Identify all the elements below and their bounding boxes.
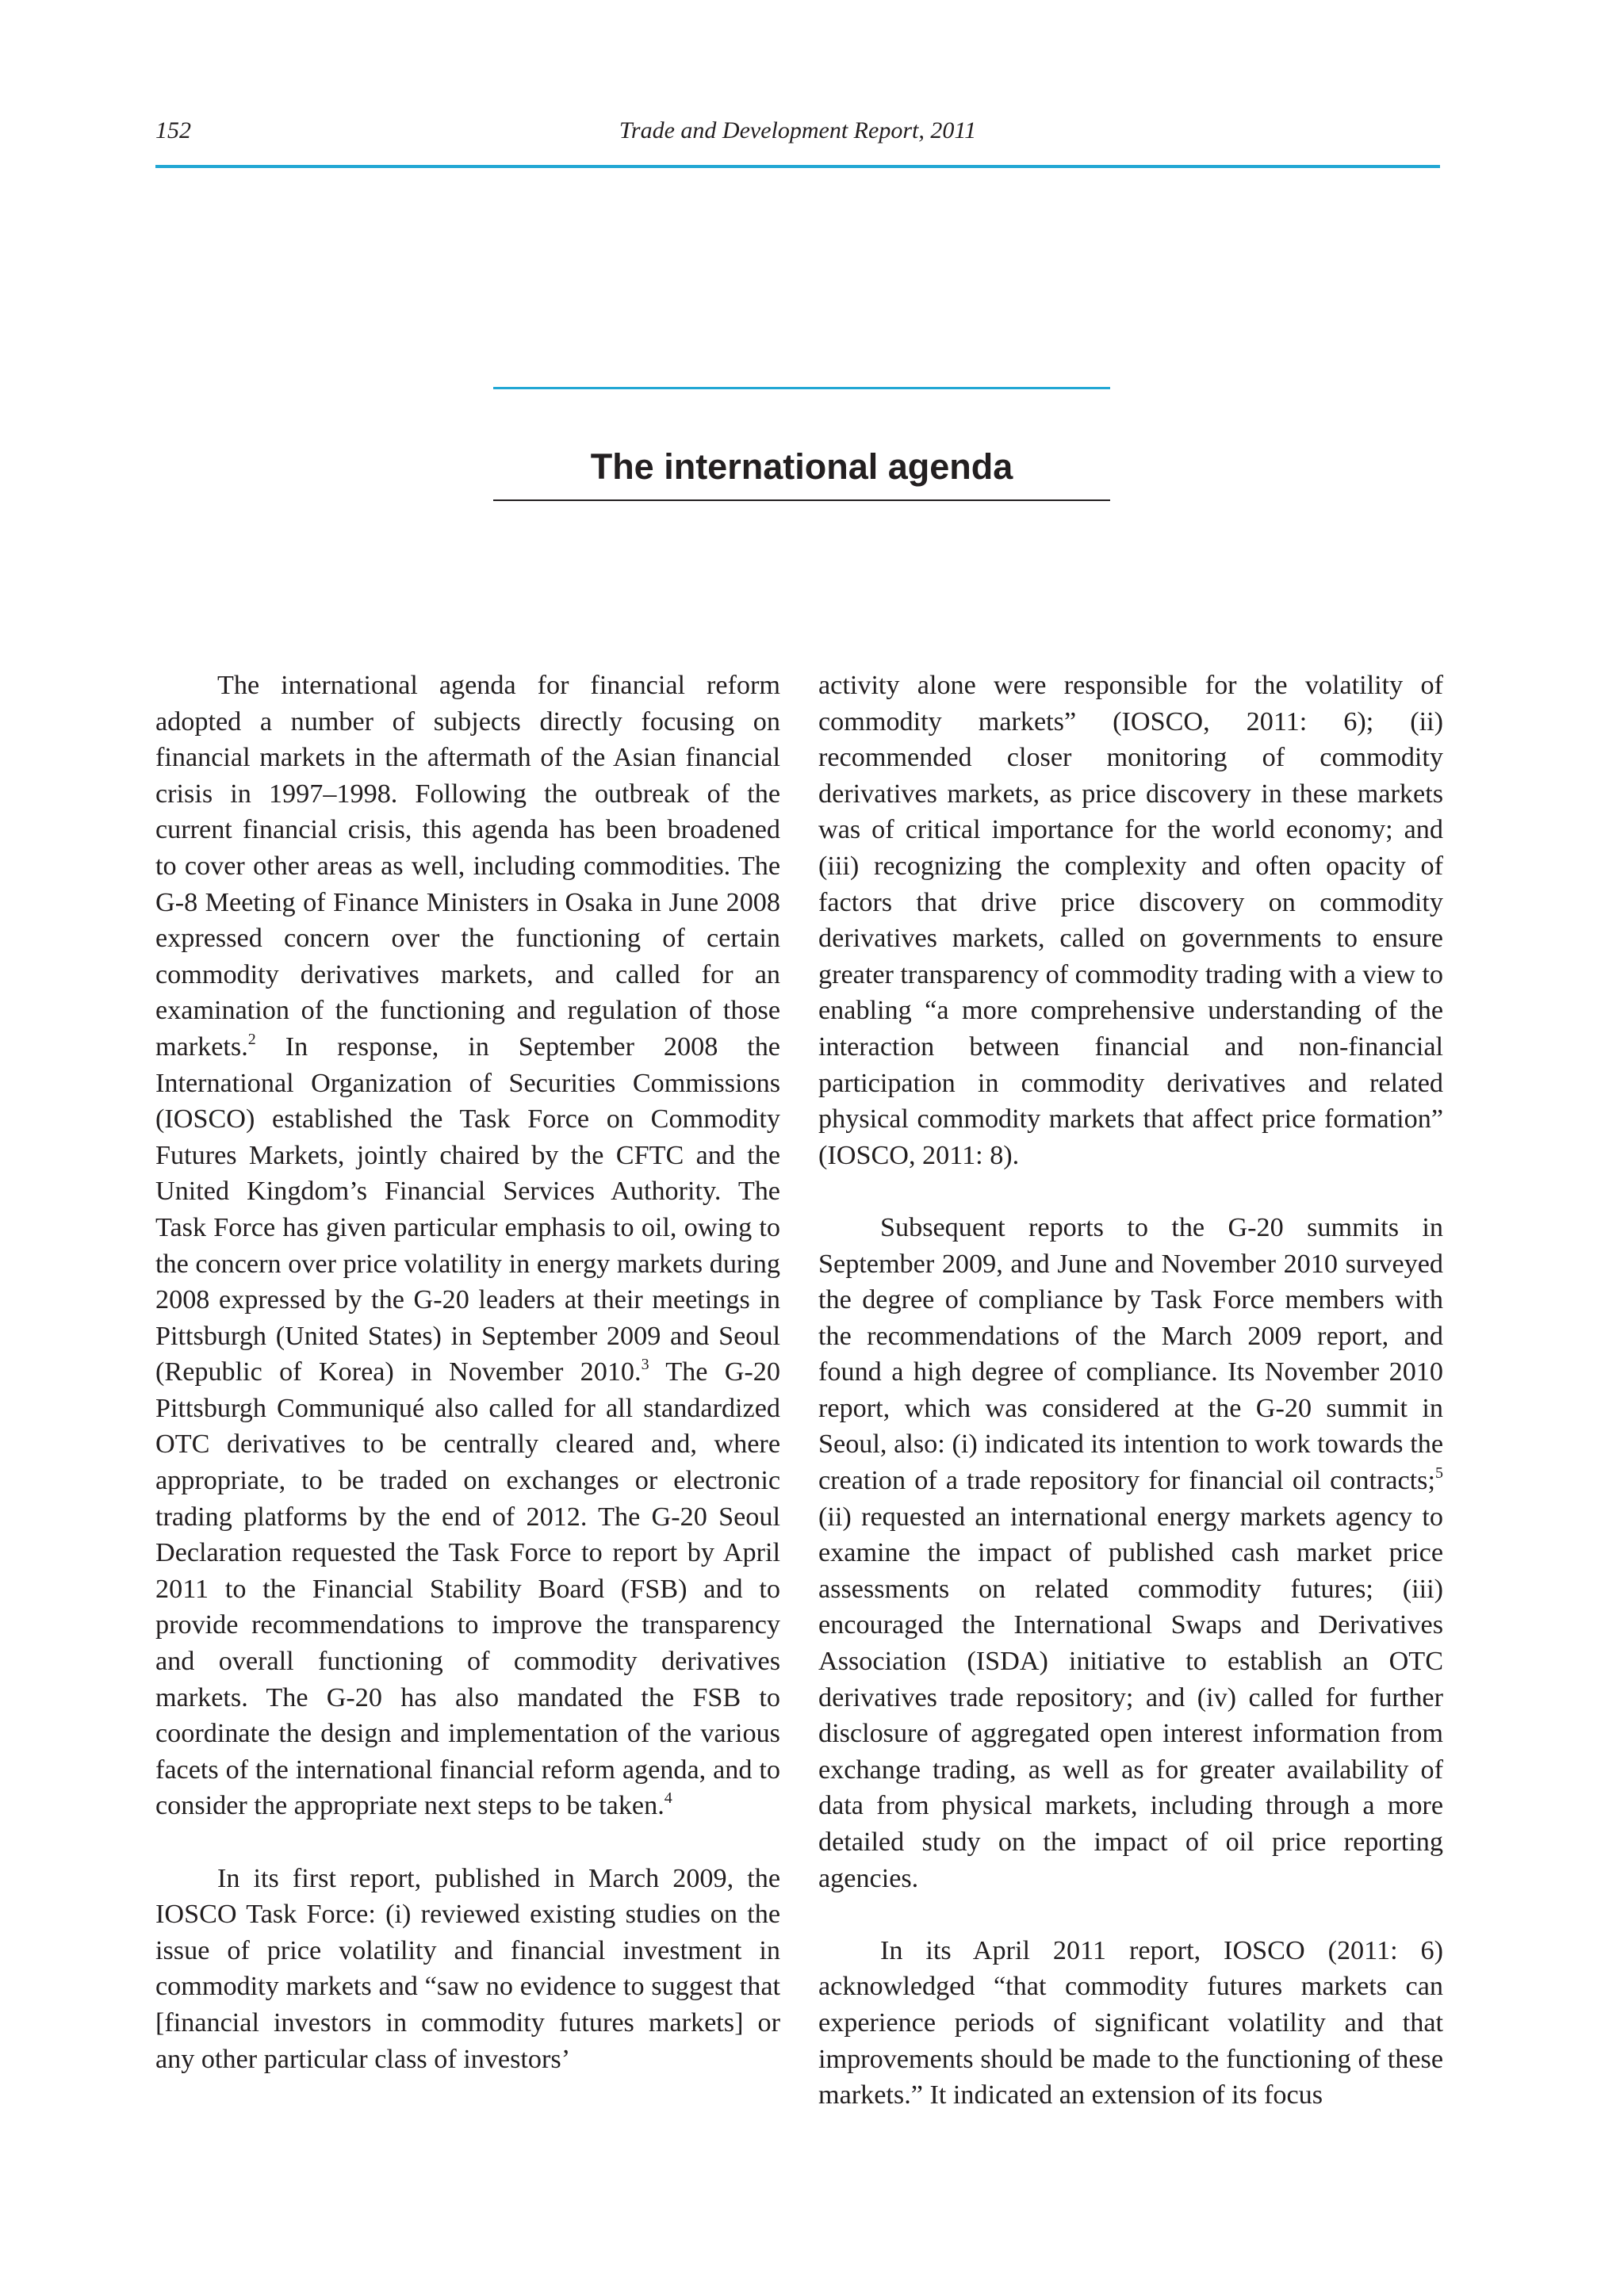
paragraph-4 bbox=[818, 1210, 1443, 1896]
paragraph-1-text-b: In response, in September 2008 the International Organization of Securities Commissions (IOSCO) established the Task Force on Commodity Futures Markets, jointly chaired by the CFTC and the United Kingdom’s Financial Services Authority. The Task Force has given particular emphasis to oil, owing to the concern over price volatility in energy markets during 2008 expressed by the G-20 leaders at their meetings in Pittsburgh (United States) in September 2009 and Seoul (Republic of Korea) in November 2010. bbox=[155, 1031, 780, 1387]
section-title-block bbox=[493, 387, 1110, 501]
footnote-ref-2: 2 bbox=[247, 1030, 256, 1048]
paragraph-1 bbox=[155, 668, 780, 1824]
paragraph-2-text: In its first report, published in March 2009, the IOSCO Task Force: (i) reviewed existing studies on the issue of price volatility and financial investment in commodity markets and “saw no evidence to suggest that [financial investors in commodity futures markets] or any other particular class of investors’ bbox=[155, 1863, 780, 2074]
paragraph-2 bbox=[155, 1861, 780, 2078]
paragraph-1-text-a: The international agenda for financial reform adopted a number of subjects directly focusing on financial markets in the aftermath of the Asian financial crisis in 1997–1998. Following the outbreak of the current financial crisis, this agenda has been broadened to cover other areas as well, including commodities. The G-8 Meeting of Finance Ministers in Osaka in June 2008 expressed concern over the functioning of certain commodity derivatives markets, and called for an examination of the functioning and regulation of those markets. bbox=[155, 671, 780, 1062]
running-title: Trade and Development Report, 2011 bbox=[619, 117, 977, 144]
left-column bbox=[155, 668, 780, 2077]
footnote-ref-4: 4 bbox=[664, 1789, 672, 1808]
title-rule-top bbox=[493, 387, 1110, 389]
page-number: 152 bbox=[155, 117, 191, 144]
paragraph-5-text: In its April 2011 report, IOSCO (2011: 6) acknowledged “that commodity futures markets can experience periods of significant volatility and that improvements should be made to the functioning of these markets.” It indicated an extension of its focus bbox=[818, 1935, 1443, 2110]
footnote-ref-3: 3 bbox=[641, 1356, 649, 1374]
paragraph-1-text-c: The G-20 Pittsburgh Communiqué also called for all standardized OTC derivatives to be centrally cleared and, where appropriate, to be traded on exchanges or electronic trading platforms by the end of 2012. The G-20 Seoul Declaration requested the Task Force to report by April 2011 to the Financial Stability Board (FSB) and to provide recommendations to improve the transparency and overall functioning of commodity derivatives markets. The G-20 has also mandated the FSB to coordinate the design and implementation of the various facets of the international financial reform agenda, and to consider the appropriate next steps to be taken. bbox=[155, 1357, 780, 1821]
paragraph-3-text: activity alone were responsible for the volatility of commodity markets” (IOSCO, 2011: 6); (ii) recommended closer monitoring of commodity derivatives markets, as price discovery in these markets was of critical importance for the world economy; and (iii) recognizing the complexity and often opacity of factors that drive price discovery on commodity derivatives markets, called on governments to ensure greater transparency of commodity trading with a view to enabling “a more comprehensive understanding of the interaction between financial and non-financial participation in commodity derivatives and related physical commodity markets that affect price formation” (IOSCO, 2011: 8). bbox=[818, 671, 1443, 1170]
paragraph-3 bbox=[818, 668, 1443, 1173]
title-rule-bottom bbox=[493, 499, 1110, 501]
right-column bbox=[818, 668, 1443, 2114]
paragraph-5 bbox=[818, 1933, 1443, 2114]
paragraph-4-text-a: Subsequent reports to the G-20 summits in September 2009, and June and November 2010 surveyed the degree of compliance by Task Force members with the recommendations of the March 2009 report, and found a high degree of compliance. Its November 2010 report, which was considered at the G-20 summit in Seoul, also: (i) indicated its intention to work towards the creation of a trade repository for financial oil contracts; bbox=[818, 1212, 1443, 1496]
page-header bbox=[155, 111, 1440, 168]
section-title: The international agenda bbox=[590, 446, 1013, 488]
paragraph-4-text-b: (ii) requested an international energy markets agency to examine the impact of published cash market price assessments on related commodity futures; (iii) encouraged the International Swaps and Derivatives Association (ISDA) initiative to establish an OTC derivatives trade repository; and (iv) called for further disclosure of aggregated open interest information from exchange trading, as well as for greater availability of data from physical markets, including through a more detailed study on the impact of oil price reporting agencies. bbox=[818, 1502, 1443, 1893]
footnote-ref-5: 5 bbox=[1435, 1464, 1443, 1483]
